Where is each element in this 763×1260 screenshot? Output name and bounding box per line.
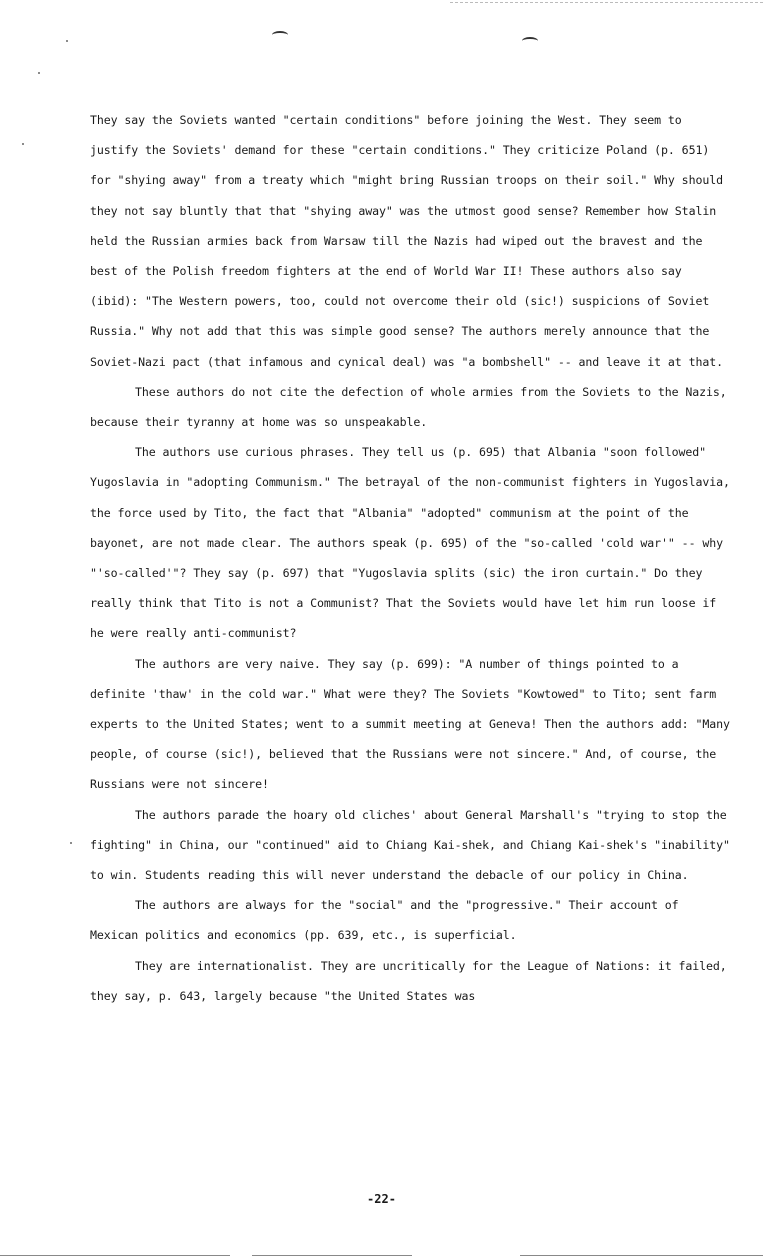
page-number: -22- — [367, 1192, 396, 1206]
body-text — [90, 105, 730, 1011]
paragraph-5: The authors parade the hoary old cliches' about General Marshall's "trying to stop the fighting" in China, our "continued" aid to Chiang Kai-shek, and Chiang Kai-shek's "inability" to win. Students reading this will never understand the debacle of our policy in China. — [90, 807, 730, 883]
paragraph-4: The authors are very naive. They say (p. 699): "A number of things pointed to a definite 'thaw' in the cold war." What were they? The Soviets "Kowtowed" to Tito; sent farm experts to the United States; went to a summit meeting at Geneva! Then the authors add: "Many people, of course (sic!), believed that the Russians were not sincere." And, of course, the Russians were not sincere! — [90, 656, 730, 792]
bottom-scan-line — [520, 1255, 763, 1256]
top-dotted-edge — [450, 2, 763, 3]
scan-speck — [70, 842, 72, 844]
scan-speck — [66, 40, 68, 42]
bottom-scan-line — [0, 1255, 230, 1256]
scan-mark-right — [522, 37, 538, 45]
bottom-scan-line — [252, 1255, 412, 1256]
scan-speck — [38, 72, 40, 74]
paragraph-1: They say the Soviets wanted "certain conditions" before joining the West. They seem to justify the Soviets' demand for these "certain conditions." They criticize Poland (p. 651) for "shying away" from a treaty which "might bring Russian troops on their soil." Why should they not say bluntly that that "shying away" was the utmost good sense? Remember how Stalin held the Russian armies back from Warsaw till the Nazis had wiped out the bravest and the best of the Polish freedom fighters at the end of World War II! These authors also say (ibid): "The Western powers, too, could not overcome their old (sic!) suspicions of Soviet Russia." Why not add that this was simple good sense? The authors merely announce that the Soviet-Nazi pact (that infamous and cynical deal) was "a bombshell" -- and leave it at that. — [90, 113, 723, 369]
paragraph-7: They are internationalist. They are uncritically for the League of Nations: it failed, they say, p. 643, largely because "the United States was — [90, 958, 727, 1003]
paragraph-3: The authors use curious phrases. They tell us (p. 695) that Albania "soon followed" Yugoslavia in "adopting Communism." The betrayal of the non-communist fighters in Yugoslavia, the force used by Tito, the fact that "Albania" "adopted" communism at the point of the bayonet, are not made clear. The authors speak (p. 695) of the "so-called 'cold war'" -- why "'so-called'"? They say (p. 697) that "Yugoslavia splits (sic) the iron curtain." Do they really think that Tito is not a Communist? That the Soviets would have let him run loose if he were really anti-communist? — [90, 445, 730, 641]
paragraph-6: The authors are always for the "social" and the "progressive." Their account of Mexican politics and economics (pp. 639, etc., is superficial. — [90, 898, 679, 943]
scan-speck — [22, 143, 24, 145]
paragraph-2: These authors do not cite the defection of whole armies from the Soviets to the Nazis, because their tyranny at home was so unspeakable. — [90, 384, 727, 430]
scan-mark-left — [272, 31, 288, 39]
